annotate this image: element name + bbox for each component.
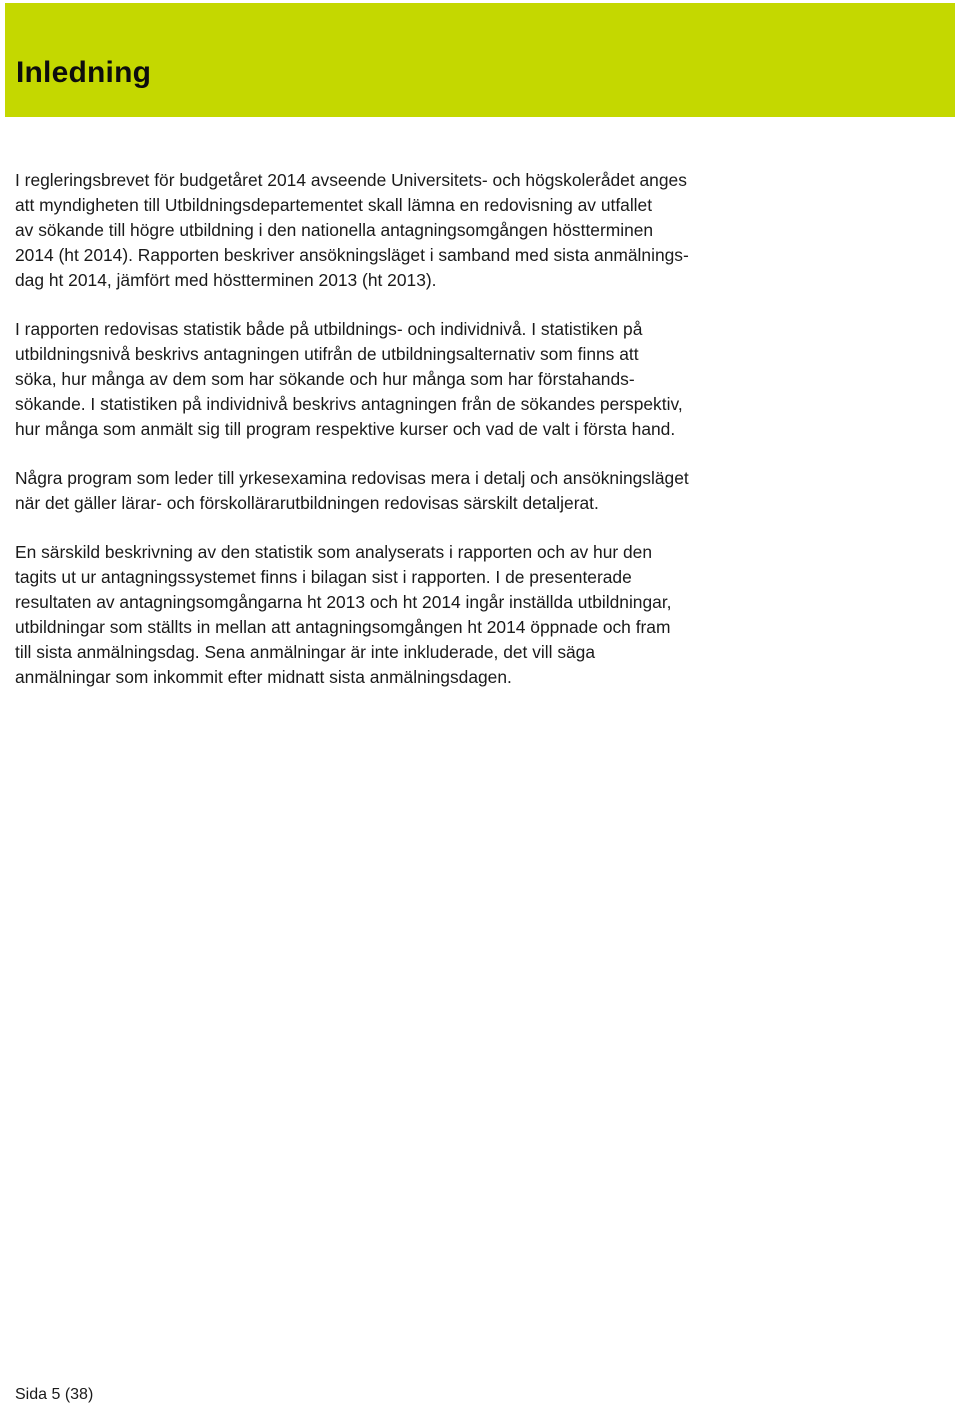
text-line: dag ht 2014, jämfört med höstterminen 2013 (ht 2013). xyxy=(15,270,437,290)
text-line: I rapporten redovisas statistik både på utbildnings- och individnivå. I statistiken på xyxy=(15,319,643,339)
page-number: Sida 5 (38) xyxy=(15,1386,94,1403)
text-line: söka, hur många av dem som har sökande och hur många som har förstahands- xyxy=(15,369,635,389)
text-line: 2014 (ht 2014). Rapporten beskriver ansökningsläget i samband med sista anmälnings- xyxy=(15,245,689,265)
text-line: utbildningsnivå beskrivs antagningen utifrån de utbildningsalternativ som finns att xyxy=(15,344,639,364)
header-band xyxy=(5,3,955,117)
text-line: En särskild beskrivning av den statistik som analyserats i rapporten och av hur den xyxy=(15,542,653,562)
paragraph-1 xyxy=(15,168,755,293)
paragraph-4 xyxy=(15,540,755,690)
text-line: hur många som anmält sig till program respektive kurser och vad de valt i första hand. xyxy=(15,419,676,439)
paragraph-3 xyxy=(15,466,755,516)
paragraph-2 xyxy=(15,317,755,442)
body-text xyxy=(15,168,755,690)
text-line: av sökande till högre utbildning i den nationella antagningsomgången höstterminen xyxy=(15,220,654,240)
text-line: att myndigheten till Utbildningsdepartementet skall lämna en redovisning av utfallet xyxy=(15,195,653,215)
page-title: Inledning xyxy=(16,56,152,89)
text-line: sökande. I statistiken på individnivå beskrivs antagningen från de sökandes perspektiv, xyxy=(15,394,683,414)
text-line: utbildningar som ställts in mellan att antagningsomgången ht 2014 öppnade och fram xyxy=(15,617,671,637)
text-line: anmälningar som inkommit efter midnatt sista anmälningsdagen. xyxy=(15,667,512,687)
text-line: tagits ut ur antagningssystemet finns i bilagan sist i rapporten. I de presenterade xyxy=(15,567,632,587)
text-line: resultaten av antagningsomgångarna ht 2013 och ht 2014 ingår inställda utbildningar, xyxy=(15,592,672,612)
text-line: till sista anmälningsdag. Sena anmälningar är inte inkluderade, det vill säga xyxy=(15,642,596,662)
text-line: I regleringsbrevet för budgetåret 2014 avseende Universitets- och högskolerådet anges xyxy=(15,170,687,190)
text-line: när det gäller lärar- och förskollärarutbildningen redovisas särskilt detaljerat. xyxy=(15,493,599,513)
text-line: Några program som leder till yrkesexamina redovisas mera i detalj och ansökningsläget xyxy=(15,468,689,488)
